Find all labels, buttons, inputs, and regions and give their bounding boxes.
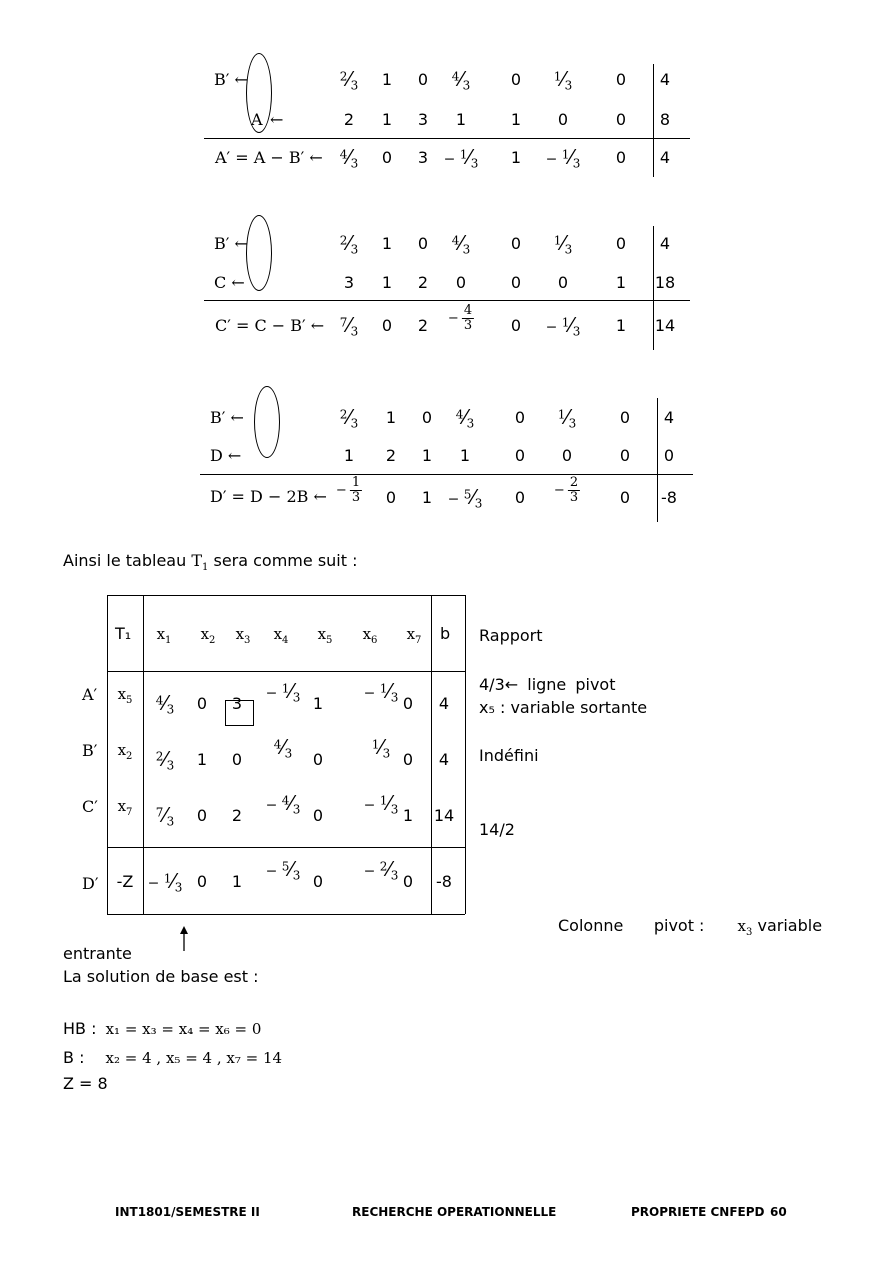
hb-label: HB : xyxy=(63,1019,97,1038)
up-arrow-icon xyxy=(177,926,191,952)
block1-a-row-cell: 1 xyxy=(455,110,467,129)
block1-r-row-cell: $^4⁄_3$ xyxy=(339,144,359,171)
table-bottom-border xyxy=(107,914,465,915)
tableau-cell: 0 xyxy=(312,872,324,891)
tableau-cell: 0 xyxy=(402,694,414,713)
z-line: Z = 8 xyxy=(63,1074,108,1093)
block1-b-row-cell: 0 xyxy=(417,70,429,89)
row-label-result: C′ = C − B′ ← xyxy=(215,316,325,335)
block1-a-row-cell: 8 xyxy=(659,110,671,129)
column-header-x6: $x_6$ xyxy=(362,625,378,646)
block1-a-row-cell: 1 xyxy=(510,110,522,129)
row-label-b: B′ ← xyxy=(214,70,248,89)
block3-r-row-cell: − $^5⁄_3$ xyxy=(447,484,483,511)
block2-c-row-cell: 0 xyxy=(557,273,569,292)
intro-t xyxy=(191,551,209,574)
block1-a-row-cell: 0 xyxy=(615,110,627,129)
block1-r-row-cell: − $^1⁄_3$ xyxy=(545,144,581,171)
block3-d-row-cell: 1 xyxy=(421,446,433,465)
entrante-text: entrante xyxy=(63,944,132,963)
row-label: B′ xyxy=(82,741,98,760)
tableau-cell: $^7⁄_3$ xyxy=(155,802,175,829)
block1-a-row-cell: 1 xyxy=(381,110,393,129)
footer-page-number: 60 xyxy=(770,1205,787,1219)
rapport-c: 14/2 xyxy=(479,820,515,839)
tableau-cell: 0 xyxy=(402,872,414,891)
table-left-border xyxy=(107,595,108,914)
block3-d-row-cell: 2 xyxy=(385,446,397,465)
block1-a-row-cell: 3 xyxy=(417,110,429,129)
block1-b-row-cell: 0 xyxy=(615,70,627,89)
block2-r-row-cell: 0 xyxy=(510,316,522,335)
tableau-cell: 1 xyxy=(196,750,208,769)
block1-b-row-cell: $^4⁄_3$ xyxy=(451,66,471,93)
table-b-sep xyxy=(431,595,432,914)
footer-left: INT1801/SEMESTRE II xyxy=(115,1205,260,1219)
block3-r-row-cell: − $\frac{1}{3}$ xyxy=(335,475,361,506)
block2-r-row-cell: 14 xyxy=(654,316,676,335)
tableau-cell: − $^4⁄_3$ xyxy=(265,790,301,817)
table-basis-sep xyxy=(143,595,144,914)
basis-variable: -Z xyxy=(116,872,134,891)
table-top-border xyxy=(107,595,465,596)
column-header-x7: $x_7$ xyxy=(406,625,422,646)
row-a-arrow: ← xyxy=(270,110,284,129)
rapport-b: Indéfini xyxy=(479,746,539,765)
block2-c-row-cell: 1 xyxy=(381,273,393,292)
block2-r-row-cell: − $^1⁄_3$ xyxy=(545,312,581,339)
block2-r-row-cell: 1 xyxy=(615,316,627,335)
block3-r-row-cell: 0 xyxy=(514,488,526,507)
pivot-var-letter: x xyxy=(737,917,747,935)
block2-c-row-cell: 2 xyxy=(417,273,429,292)
column-header-x4: $x_4$ xyxy=(273,625,289,646)
block3-r-row-cell: -8 xyxy=(661,488,677,507)
tableau-cell: − $^1⁄_3$ xyxy=(363,790,399,817)
block2-r-row-cell: $^7⁄_3$ xyxy=(339,312,359,339)
block3-b-row-cell: $^4⁄_3$ xyxy=(455,404,475,431)
block2-c-row-cell: 18 xyxy=(654,273,676,292)
block2-c-row-cell: 0 xyxy=(455,273,467,292)
solution-title: La solution de base est : xyxy=(63,967,259,986)
block3-d-row-cell: 0 xyxy=(663,446,675,465)
block1-b-row-cell: 4 xyxy=(659,70,671,89)
block3-r-row-cell: 0 xyxy=(385,488,397,507)
block2-b-row-cell: 0 xyxy=(510,234,522,253)
intro-t-letter: T xyxy=(191,551,203,570)
tableau-cell: $^4⁄_3$ xyxy=(155,690,175,717)
row-label-c: C ← xyxy=(214,273,245,292)
pivot-column-var xyxy=(737,917,753,938)
row-label-a: A xyxy=(251,110,263,129)
intro-line xyxy=(63,551,358,573)
block2-c-row-cell: 3 xyxy=(343,273,355,292)
tableau-cell: 0 xyxy=(231,750,243,769)
tableau-cell: $^4⁄_3$ xyxy=(273,734,293,761)
divider xyxy=(204,138,690,139)
row-label-b: B′ ← xyxy=(214,234,248,253)
block3-d-row-cell: 0 xyxy=(619,446,631,465)
intro-suffix: sera comme suit : xyxy=(213,551,358,570)
block2-b-row-cell: 1 xyxy=(381,234,393,253)
b-equation: x₂ = 4 , x₅ = 4 , x₇ = 14 xyxy=(105,1049,283,1067)
block1-r-row-cell: 1 xyxy=(510,148,522,167)
block1-r-row-cell: 3 xyxy=(417,148,429,167)
table-header-sep xyxy=(107,671,465,672)
tableau-cell: 0 xyxy=(402,750,414,769)
block2-b-row-cell: 4 xyxy=(659,234,671,253)
rhs-cell: -8 xyxy=(436,872,452,891)
tableau-cell: − $^1⁄_3$ xyxy=(265,678,301,705)
block3-b-row-cell: $^1⁄_3$ xyxy=(557,404,577,431)
block3-d-row-cell: 0 xyxy=(561,446,573,465)
hb-equation: x₁ = x₃ = x₄ = x₆ = 0 xyxy=(105,1020,262,1038)
pivot-var-sub: 3 xyxy=(746,927,753,938)
block3-b-row-cell: 0 xyxy=(514,408,526,427)
row-label-result: A′ = A − B′ ← xyxy=(215,148,323,167)
row-label: C′ xyxy=(82,797,98,816)
block2-b-row-cell: $^1⁄_3$ xyxy=(553,230,573,257)
rapport-header: Rapport xyxy=(479,626,543,645)
block3-b-row-cell: 0 xyxy=(421,408,433,427)
divider xyxy=(200,474,693,475)
block1-r-row-cell: 0 xyxy=(615,148,627,167)
tableau-cell: 1 xyxy=(312,694,324,713)
block3-d-row-cell: 1 xyxy=(459,446,471,465)
table-right-border xyxy=(465,595,466,914)
footer-center: RECHERCHE OPERATIONNELLE xyxy=(352,1205,557,1219)
tableau-cell: − $^1⁄_3$ xyxy=(363,678,399,705)
footer-right: PROPRIETE CNFEPD xyxy=(631,1205,765,1219)
block3-r-row-cell: − $\frac{2}{3}$ xyxy=(553,475,579,506)
tableau-cell: $^2⁄_3$ xyxy=(155,746,175,773)
tableau-cell: − $^2⁄_3$ xyxy=(363,856,399,883)
block1-r-row-cell: 0 xyxy=(381,148,393,167)
block2-b-row-cell: 0 xyxy=(417,234,429,253)
block3-b-row-cell: $^2⁄_3$ xyxy=(339,404,359,431)
rhs-divider xyxy=(657,398,658,522)
rhs-cell: 14 xyxy=(433,806,455,825)
block1-b-row-cell: 0 xyxy=(510,70,522,89)
block2-r-row-cell: 0 xyxy=(381,316,393,335)
block3-r-row-cell: 1 xyxy=(421,488,433,507)
block3-b-row-cell: 0 xyxy=(619,408,631,427)
block3-d-row-cell: 1 xyxy=(343,446,355,465)
rapport-a: 4/3← ligne pivot xyxy=(479,675,616,694)
column-header-x3: $x_3$ xyxy=(235,625,251,646)
block1-a-row-cell: 2 xyxy=(343,110,355,129)
column-header-x2: $x_2$ xyxy=(200,625,216,646)
table-z-sep xyxy=(107,847,465,848)
rhs-cell: 4 xyxy=(438,694,450,713)
row-label-b: B′ ← xyxy=(210,408,244,427)
ellipse-marker xyxy=(246,215,272,291)
block3-r-row-cell: 0 xyxy=(619,488,631,507)
tableau-cell: 0 xyxy=(312,750,324,769)
table-b-header: b xyxy=(440,624,451,643)
row-label-d: D ← xyxy=(210,446,242,465)
ellipse-marker xyxy=(254,386,280,458)
intro-t-sub: 1 xyxy=(202,562,209,574)
divider xyxy=(204,300,690,301)
block2-b-row-cell: 0 xyxy=(615,234,627,253)
tableau-cell: 0 xyxy=(196,694,208,713)
basis-variable: $x_2$ xyxy=(117,741,133,762)
block1-b-row-cell: $^2⁄_3$ xyxy=(339,66,359,93)
row-label: D′ xyxy=(82,874,99,893)
tableau-cell: 1 xyxy=(231,872,243,891)
block2-c-row-cell: 0 xyxy=(510,273,522,292)
block2-r-row-cell: − $\frac{4}{3}$ xyxy=(447,303,473,334)
column-header-x1: $x_1$ xyxy=(156,625,172,646)
block2-r-row-cell: 2 xyxy=(417,316,429,335)
tableau-cell: 0 xyxy=(196,872,208,891)
block1-r-row-cell: − $^1⁄_3$ xyxy=(443,144,479,171)
pivot-column-label: Colonne pivot : xyxy=(558,916,705,935)
tableau-cell: 3 xyxy=(231,694,243,713)
block1-r-row-cell: 4 xyxy=(659,148,671,167)
block3-b-row-cell: 1 xyxy=(385,408,397,427)
block1-b-row-cell: 1 xyxy=(381,70,393,89)
b-label: B : xyxy=(63,1048,85,1067)
pivot-column-suffix: variable xyxy=(757,916,823,935)
block2-c-row-cell: 1 xyxy=(615,273,627,292)
hb-line xyxy=(63,1019,261,1038)
basis-variable: $x_7$ xyxy=(117,797,133,818)
tableau-cell: − $^5⁄_3$ xyxy=(265,856,301,883)
note-a: x₅ : variable sortante xyxy=(479,698,648,717)
block1-b-row-cell: $^1⁄_3$ xyxy=(553,66,573,93)
block1-a-row-cell: 0 xyxy=(557,110,569,129)
b-line xyxy=(63,1048,282,1067)
pivot-column-text xyxy=(558,916,822,938)
row-label-result: D′ = D − 2B ← xyxy=(210,487,327,506)
tableau-cell: 0 xyxy=(196,806,208,825)
row-label: A′ xyxy=(82,685,98,704)
column-header-x5: $x_5$ xyxy=(317,625,333,646)
block3-d-row-cell: 0 xyxy=(514,446,526,465)
table-corner: T₁ xyxy=(115,624,132,643)
block2-b-row-cell: $^4⁄_3$ xyxy=(451,230,471,257)
tableau-cell: 0 xyxy=(312,806,324,825)
tableau-cell: − $^1⁄_3$ xyxy=(147,868,183,895)
rhs-divider xyxy=(653,64,654,177)
tableau-cell: $^1⁄_3$ xyxy=(371,734,391,761)
block3-b-row-cell: 4 xyxy=(663,408,675,427)
rhs-cell: 4 xyxy=(438,750,450,769)
block2-b-row-cell: $^2⁄_3$ xyxy=(339,230,359,257)
basis-variable: $x_5$ xyxy=(117,685,133,706)
tableau-cell: 1 xyxy=(402,806,414,825)
intro-prefix: Ainsi le tableau xyxy=(63,551,187,570)
tableau-cell: 2 xyxy=(231,806,243,825)
